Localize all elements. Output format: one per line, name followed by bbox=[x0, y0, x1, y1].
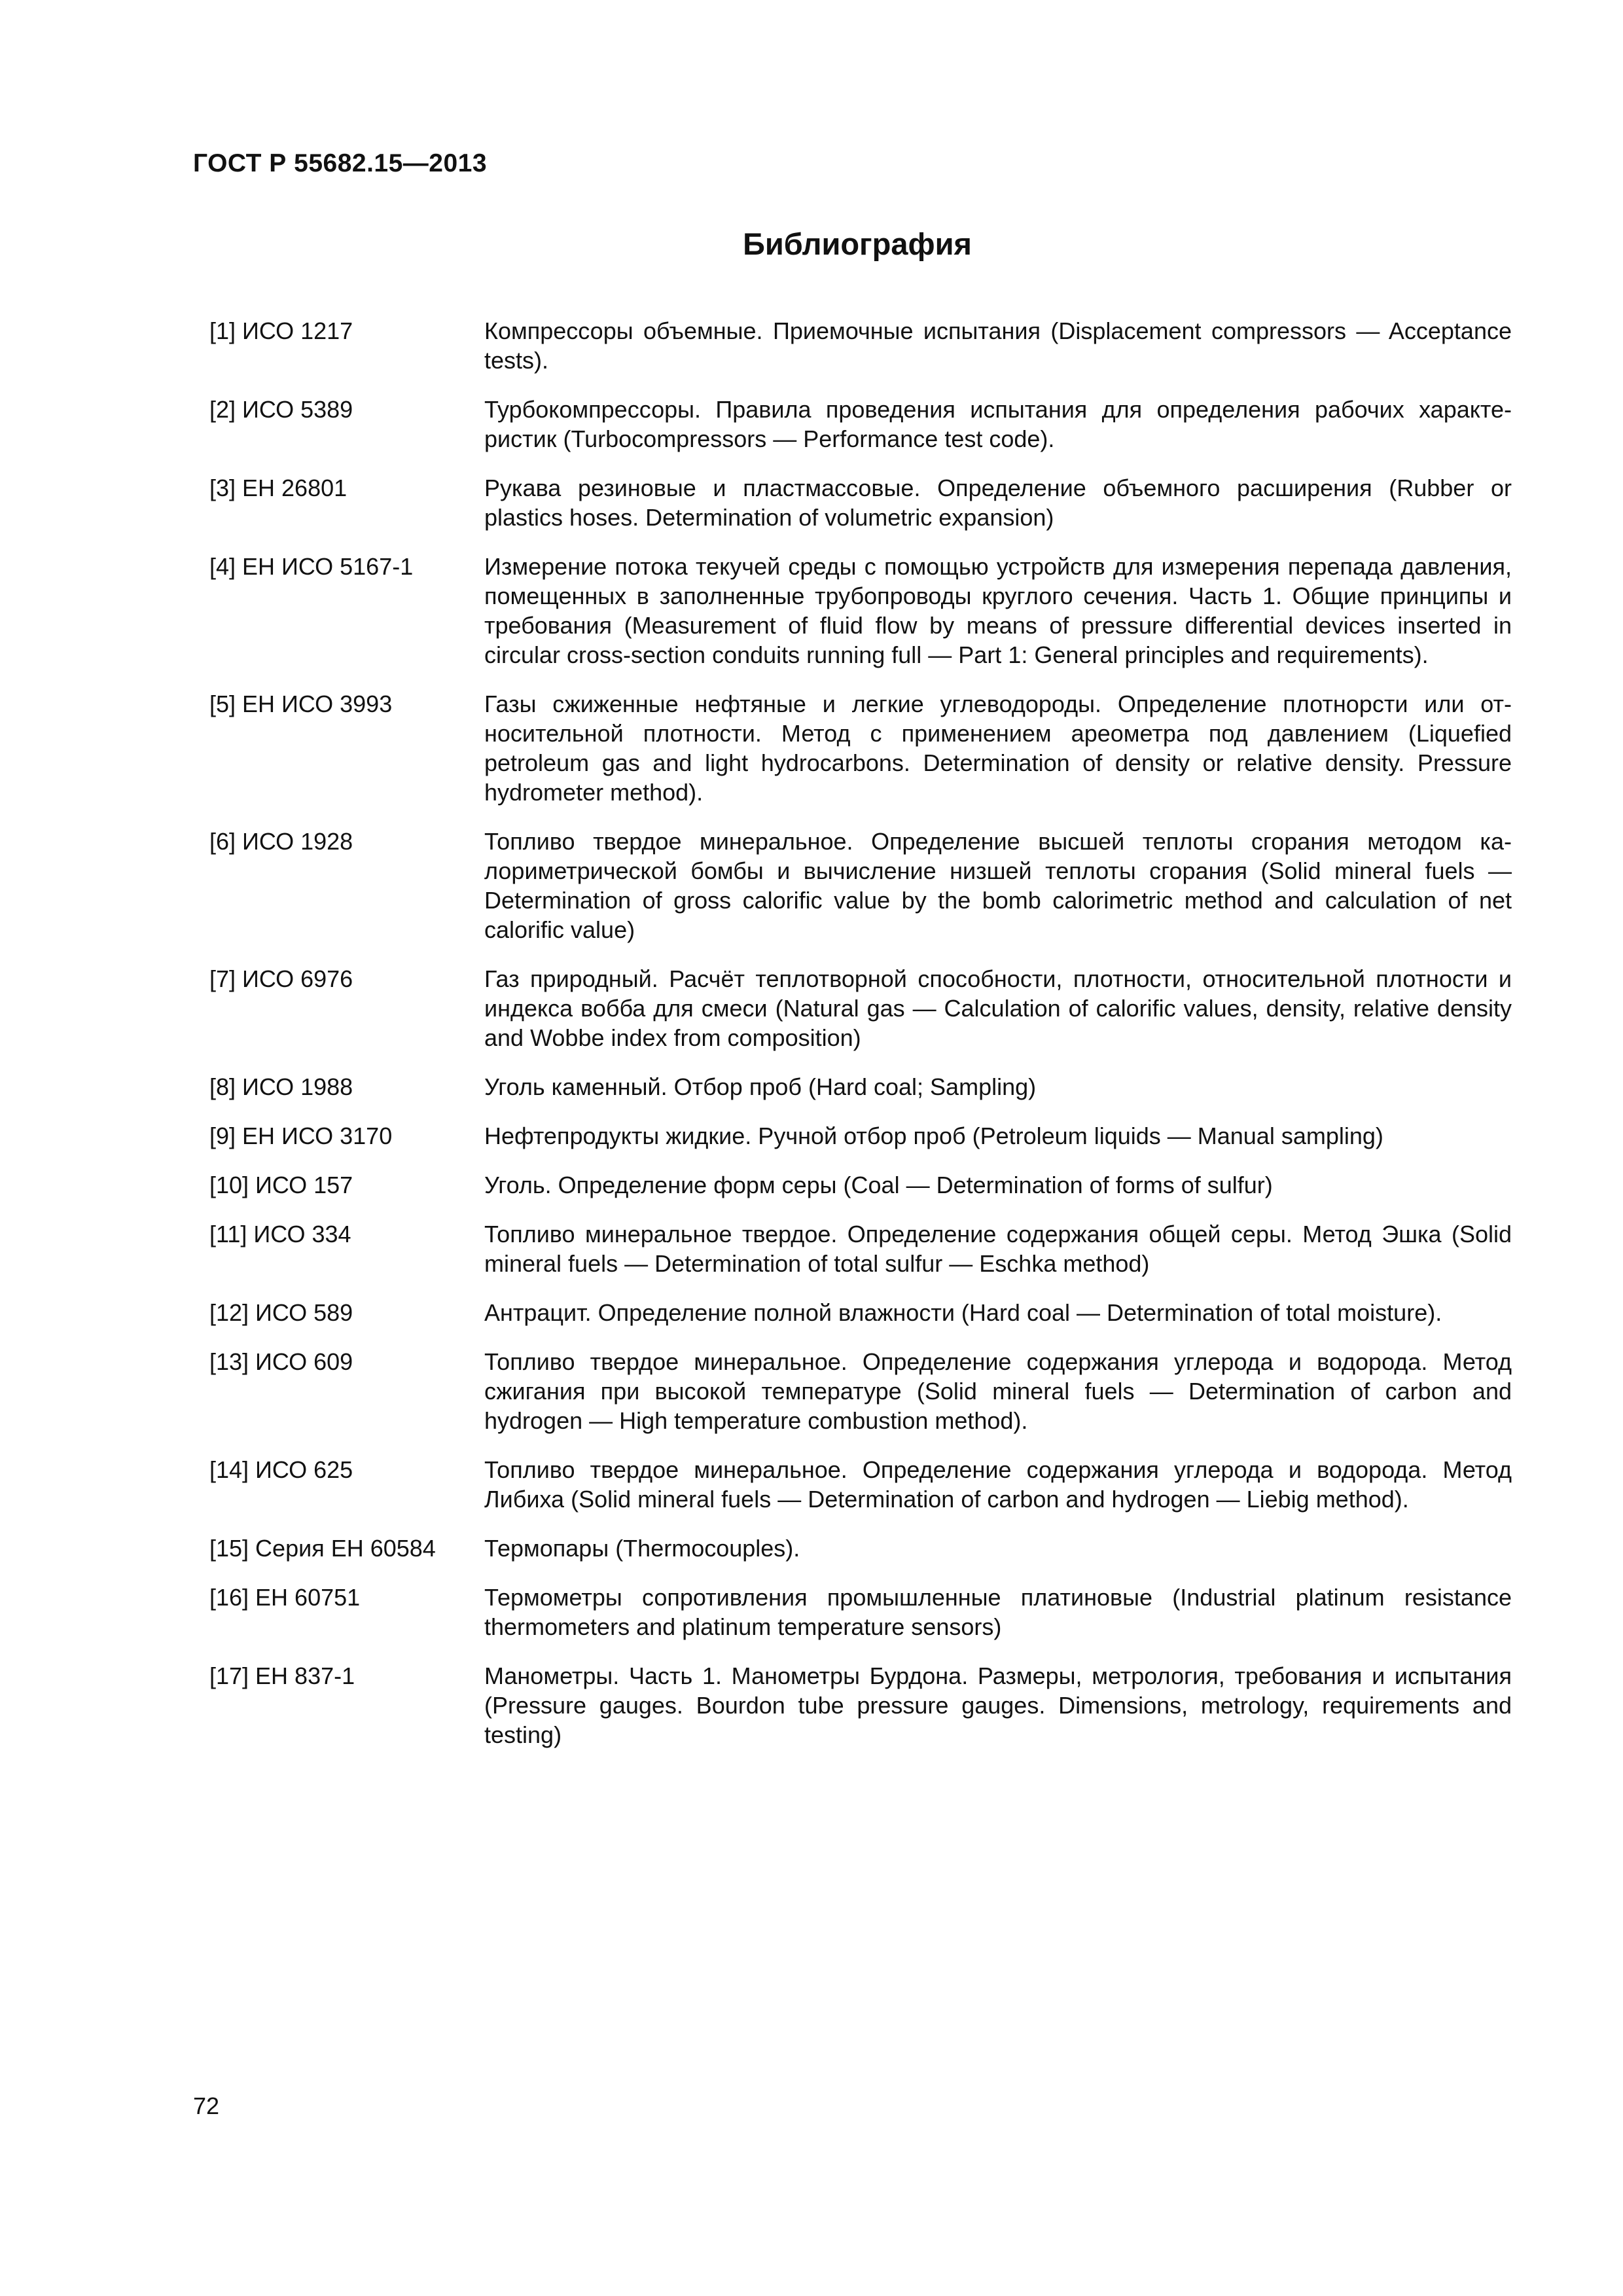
bibliography-entry bbox=[209, 1072, 1512, 1102]
reference-description: Термометры сопротивления промышленные платиновые (Industrial platinum resistance thermometers and platinum temperature sensors) bbox=[484, 1584, 1512, 1640]
reference-code: [10] ИСО 157 bbox=[209, 1172, 353, 1198]
reference-code: [2] ИСО 5389 bbox=[209, 396, 353, 423]
reference-description: Топливо твердое минеральное. Определение содержания углерода и водорода. Метод сжигания при высокой температуре (Solid mineral fuels — Determination of carbon and hydrogen — High temperature combustion method). bbox=[484, 1348, 1512, 1434]
reference-description: Газ природный. Расчёт теплотворной способности, плотности, относительной плотности и индекса вобба для смеси (Natural gas — Calculation of calorific values, density, relative density and Wobbe index from composition) bbox=[484, 965, 1512, 1051]
bibliography-entry bbox=[209, 1534, 1512, 1563]
reference-code: [17] ЕН 837-1 bbox=[209, 1662, 355, 1689]
reference-description: Компрессоры объемные. Приемочные испытания (Displacement compressors — Acceptance tests). bbox=[484, 317, 1512, 374]
reference-code: [3] ЕН 26801 bbox=[209, 475, 348, 501]
reference-description: Уголь каменный. Отбор проб (Hard coal; Sampling) bbox=[484, 1073, 1037, 1100]
bibliography-entry bbox=[209, 552, 1512, 670]
reference-description: Нефтепродукты жидкие. Ручной отбор проб (Petroleum liquids — Manual sampling) bbox=[484, 1122, 1383, 1149]
reference-code: [4] ЕН ИСО 5167-1 bbox=[209, 553, 414, 580]
bibliography-entry bbox=[209, 1347, 1512, 1435]
reference-code: [16] ЕН 60751 bbox=[209, 1584, 361, 1611]
reference-description: Топливо твердое минеральное. Определение высшей теплоты сгорания методом калориметрической бомбы и вычисление низшей теплоты сгорания (Solid mineral fuels — Determination of gross calorific value by the bomb calorimetric method and calculation of net calorific value) bbox=[484, 828, 1512, 943]
bibliography-entry bbox=[209, 964, 1512, 1052]
reference-code: [6] ИСО 1928 bbox=[209, 828, 353, 855]
bibliography-entry bbox=[209, 316, 1512, 375]
reference-code: [7] ИСО 6976 bbox=[209, 965, 353, 992]
reference-code: [15] Серия ЕН 60584 bbox=[209, 1535, 436, 1562]
reference-description: Рукава резиновые и пластмассовые. Определение объемного расширения (Rubber or plastics hoses. Determination of volumetric expansion) bbox=[484, 475, 1512, 531]
reference-code: [13] ИСО 609 bbox=[209, 1348, 353, 1375]
reference-description: Топливо минеральное твердое. Определение содержания общей серы. Метод Эшка (Solid mineral fuels — Determination of total sulfur — Eschka method) bbox=[484, 1221, 1512, 1277]
bibliography-entry bbox=[209, 1455, 1512, 1514]
bibliography-entry bbox=[209, 473, 1512, 532]
bibliography-list bbox=[209, 316, 1512, 1769]
bibliography-entry bbox=[209, 1170, 1512, 1200]
page-title: Библиография bbox=[743, 226, 972, 261]
bibliography-entry bbox=[209, 689, 1512, 807]
reference-description: Измерение потока текучей среды с помощью устройств для измерения перепада давления, помещенных в заполненные трубопроводы круглого сечения. Часть 1. Общие принципы и требования (Measurement of fluid flow by means of pressure differential devices inserted in circular cross-section conduits running full — Part 1: General principles and requirements). bbox=[484, 553, 1512, 668]
reference-description: Уголь. Определение форм серы (Coal — Determination of forms of sulfur) bbox=[484, 1172, 1273, 1198]
reference-description: Манометры. Часть 1. Манометры Бурдона. Размеры, метрология, требования и испытания (Pressure gauges. Bourdon tube pressure gauges. Dimensions, metrology, requirements and testing) bbox=[484, 1662, 1512, 1748]
bibliography-entry bbox=[209, 1219, 1512, 1278]
standard-code-header: ГОСТ Р 55682.15—2013 bbox=[193, 149, 488, 177]
reference-code: [11] ИСО 334 bbox=[209, 1221, 351, 1247]
reference-code: [12] ИСО 589 bbox=[209, 1299, 353, 1326]
reference-code: [8] ИСО 1988 bbox=[209, 1073, 353, 1100]
bibliography-entry bbox=[209, 1583, 1512, 1641]
reference-description: Термопары (Thermocouples). bbox=[484, 1535, 800, 1562]
reference-description: Газы сжиженные нефтяные и легкие углеводороды. Определение плотнорсти или относительной плотности. Метод с применением ареометра под давлением (Liquefied petroleum gas and light hydrocarbons. Determination of density or relative density. Pressure hydrometer method). bbox=[484, 691, 1512, 806]
bibliography-entry bbox=[209, 395, 1512, 454]
reference-code: [1] ИСО 1217 bbox=[209, 317, 353, 344]
page-number: 72 bbox=[193, 2092, 220, 2119]
bibliography-entry bbox=[209, 1121, 1512, 1151]
reference-code: [5] ЕН ИСО 3993 bbox=[209, 691, 393, 717]
reference-code: [14] ИСО 625 bbox=[209, 1456, 353, 1483]
reference-code: [9] ЕН ИСО 3170 bbox=[209, 1122, 393, 1149]
bibliography-entry bbox=[209, 827, 1512, 944]
bibliography-entry bbox=[209, 1298, 1512, 1327]
reference-description: Топливо твердое минеральное. Определение содержания углерода и водорода. Метод Либиха (Solid mineral fuels — Determination of carbon and hydrogen — Liebig method). bbox=[484, 1456, 1512, 1513]
reference-description: Антрацит. Определение полной влажности (Hard coal — Determination of total moisture). bbox=[484, 1299, 1442, 1326]
reference-description: Турбокомпрессоры. Правила проведения испытания для определения рабочих характеристик (Turbocompressors — Performance test code). bbox=[484, 396, 1512, 452]
bibliography-entry bbox=[209, 1661, 1512, 1749]
